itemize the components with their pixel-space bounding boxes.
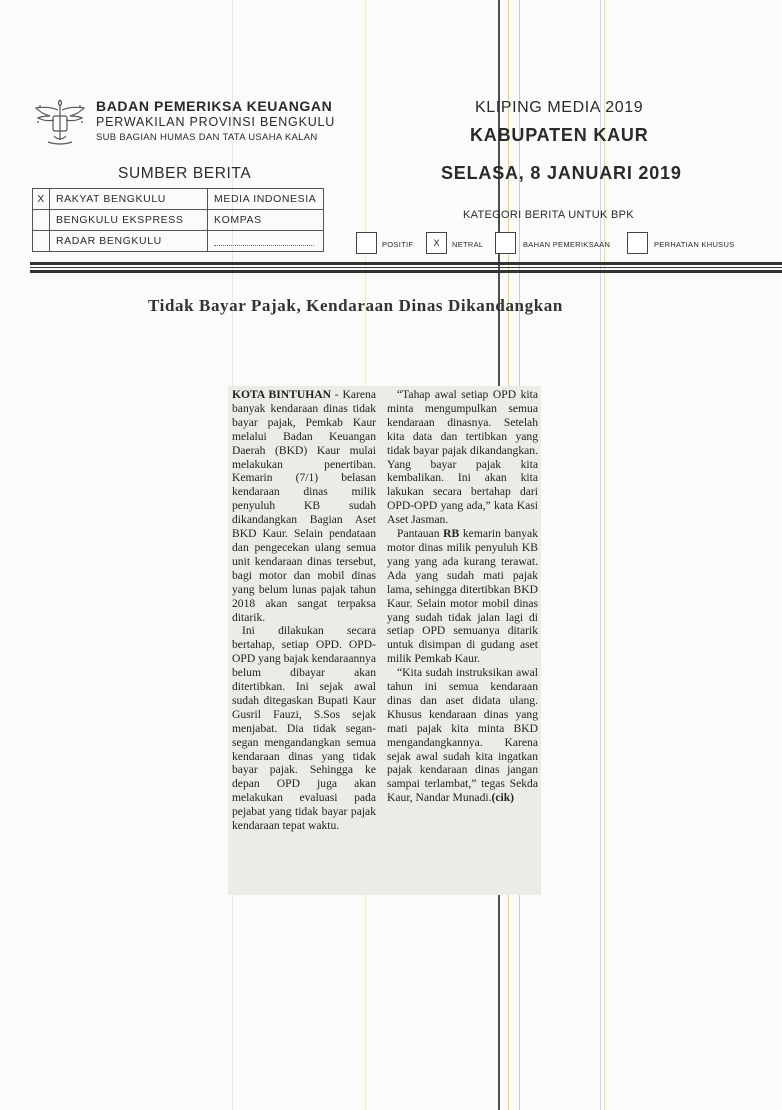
org-province: PERWAKILAN PROVINSI BENGKULU: [96, 115, 336, 129]
article-text: Pantauan: [397, 527, 444, 541]
publication-date: SELASA, 8 JANUARI 2019: [441, 163, 682, 183]
category-label-perhatian-khusus: PERHATIAN KHUSUS: [654, 240, 735, 249]
article-paragraph: [387, 666, 538, 805]
article-source-abbr: RB: [443, 527, 460, 541]
article-paragraph: [232, 388, 376, 624]
kabupaten-title: KABUPATEN KAUR: [470, 125, 649, 145]
source-name: KOMPAS: [208, 210, 324, 231]
kliping-title: KLIPING MEDIA 2019: [475, 99, 644, 116]
article-paragraph: [387, 527, 538, 666]
article-column-left: [232, 388, 376, 833]
checkbox-perhatian-khusus[interactable]: [627, 232, 648, 254]
table-row: [33, 231, 324, 252]
article-byline: (cik): [491, 791, 515, 805]
article-paragraph: Ini dilakukan secara bertahap, setiap OPD. OPD-OPD yang bajak kendaraannya belum dibayar akan ditertibkan. Ini sejak awal sudah ditegaskan Bupati Kaur Gusril Fauzi, S.Sos sejak menjabat. Dia tidak segan-segan mengandangkan semua kendaraan dinas yang tidak bayar pajak. Sehingga ke depan OPD juga akan melakukan evaluasi pada pejabat yang tidak bayar pajak kendaraan tepat waktu.: [232, 624, 376, 833]
table-row: [33, 210, 324, 231]
source-name: MEDIA INDONESIA: [208, 189, 324, 210]
checkbox-positif[interactable]: [356, 232, 377, 254]
article-dateline: KOTA BINTUHAN: [232, 388, 331, 401]
header-divider: [30, 262, 782, 265]
category-title: KATEGORI BERITA UNTUK BPK: [463, 209, 634, 221]
garuda-emblem-icon: [30, 92, 90, 152]
table-row: [33, 189, 324, 210]
sources-title: SUMBER BERITA: [118, 165, 252, 182]
header-divider-thin: [30, 267, 782, 268]
category-label-bahan-pemeriksaan: BAHAN PEMERIKSAAN: [523, 240, 611, 249]
article-paragraph: “Tahap awal setiap OPD kita minta mengumpulkan semua kendaraan dinasnya. Setelah kita data dan tertibkan yang tidak bayar pajak dikandangkan. Yang bayar pajak kita kembalikan. Ini akan kita lakukan secara bertahap dari OPD-OPD yang ada,” kata Kasi Aset Jasman.: [387, 388, 538, 527]
source-mark: [33, 231, 50, 252]
org-subdivision: SUB BAGIAN HUMAS DAN TATA USAHA KALAN: [96, 132, 318, 143]
source-mark: X: [33, 189, 50, 210]
sources-table: [32, 188, 324, 252]
category-label-netral: NETRAL: [452, 240, 484, 249]
source-name: BENGKULU EKSPRESS: [50, 210, 208, 231]
article-text: “Kita sudah instruksikan awal tahun ini semua kendaraan dinas dan aset didata ulang. Khusus kendaraan dinas yang mati pajak kita minta BKD mengandangkannya. Karena sejak awal sudah kita ingatkan pajak kendaraan dinas jangan sampai terlambat,” tegas Sekda Kaur, Nandar Munadi.: [387, 666, 538, 805]
org-name: BADAN PEMERIKSA KEUANGAN: [96, 98, 333, 114]
article-text: kemarin banyak motor dinas milik penyuluh KB yang yang ada kurang terawat. Ada yang sudah mati pajak lama, sehingga ditertibkan BKD Kaur. Selain motor mobil dinas yang sudah tidak jalan lagi di setiap OPD semuanya ditarik untuk disimpan di gudang aset milik Pemkab Kaur.: [387, 527, 538, 666]
source-mark: [33, 210, 50, 231]
checkbox-netral[interactable]: X: [426, 232, 447, 254]
blank-line: [214, 233, 314, 246]
article-text: - Karena banyak kendaraan dinas tidak bayar pajak, Pemkab Kaur melalui Badan Keuangan Daerah (BKD) Kaur mulai melakukan penertiban. Kemarin (7/1) belasan kendaraan dinas milik penyuluh KB sudah dikandangkan Bagian Aset BKD Kaur. Selain pendataan dan pengecekan ulang semua unit kendaraan dinas tersebut, bagi motor dan mobil dinas yang belum lunas pajak tahun 2018 akan sangat terpaksa ditarik.: [232, 388, 376, 624]
source-name: RADAR BENGKULU: [50, 231, 208, 252]
source-blank: [208, 231, 324, 252]
checkbox-bahan-pemeriksaan[interactable]: [495, 232, 516, 254]
source-name: RAKYAT BENGKULU: [50, 189, 208, 210]
article-headline: Tidak Bayar Pajak, Kendaraan Dinas Dikandangkan: [148, 296, 563, 315]
header-divider-bottom: [30, 270, 782, 273]
category-label-positif: POSITIF: [382, 240, 414, 249]
article-column-right: [387, 388, 538, 805]
